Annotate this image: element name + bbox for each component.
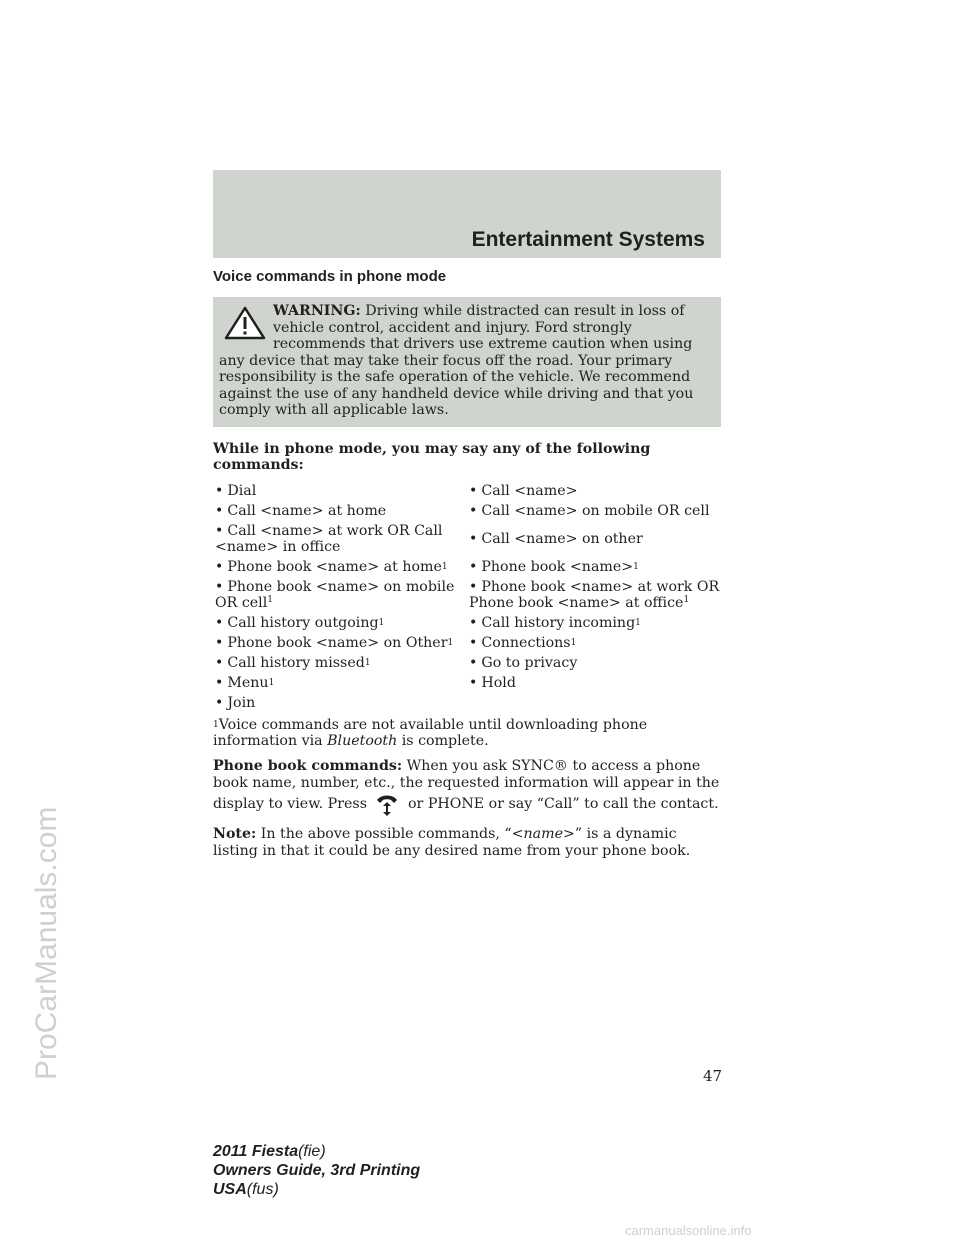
list-item: • Phone book <name> on Other 1 (215, 634, 454, 651)
page-number: 47 (703, 1067, 723, 1085)
list-item: • Connections 1 (469, 634, 577, 651)
warning-box (213, 297, 721, 427)
list-item: • Dial (215, 482, 257, 499)
list-item: • Call <name> on other (469, 530, 643, 547)
list-item: • Call history missed 1 (215, 654, 371, 671)
note-label: Note: (213, 825, 257, 842)
commands-list (213, 483, 721, 711)
warning-label: WARNING: (273, 303, 361, 319)
side-watermark: ProCarManuals.com (30, 806, 63, 1080)
phone-icon (375, 792, 399, 818)
section-title: Voice commands in phone mode (213, 268, 447, 285)
footnote: $^1$Voice commands are not available until downloading phone information via Bluetooth is complete. (213, 716, 648, 749)
list-item: • Call <name> (469, 482, 578, 499)
list-item: • Call <name> on mobile OR cell (469, 502, 710, 519)
list-item: • Call history outgoing 1 (215, 614, 385, 631)
page-content (213, 268, 721, 860)
list-item: • Call <name> at home (215, 502, 387, 519)
list-item: • Join (215, 694, 256, 711)
commands-intro: While in phone mode, you may say any of the following commands: (213, 440, 651, 473)
list-item: • Call <name> at work OR Call <name> in office (215, 522, 443, 555)
imprint: 2011 Fiesta(fie) Owners Guide, 3rd Printing USA(fus) (213, 1143, 421, 1198)
bottom-watermark: carmanualsonline.info (625, 1223, 752, 1238)
warning-triangle-icon (223, 305, 267, 341)
list-item: • Go to privacy (469, 654, 578, 671)
list-item: • Phone book <name> on mobile OR cell$^1$ (215, 578, 455, 611)
phonebook-paragraph: Phone book commands: When you ask SYNC® to access a phone book name, number, etc., the requested information will appear in the display to view. Press or PHONE or say “Call” to call the contact. (213, 758, 721, 818)
list-item: • Phone book <name> at home 1 (215, 558, 448, 575)
note-paragraph: Note: In the above possible commands, “<name>” is a dynamic listing in that it could be any desired name from your phone book. (213, 825, 691, 859)
list-item: • Phone book <name> at work OR Phone book <name> at office$^1$ (469, 578, 720, 611)
warning-text: Driving while distracted can result in loss of vehicle control, accident and injury. Ford strongly recommends that drivers use extreme caution when using any device that may take their focus off the road. Your primary responsibility is the safe operation of the vehicle. We recommend against the use of any handheld device while driving and that you comply with all applicable laws. (219, 303, 694, 418)
section-header-title: Entertainment Systems (471, 228, 705, 251)
list-item: • Call history incoming 1 (469, 614, 641, 631)
phonebook-label: Phone book commands: (213, 757, 403, 774)
list-item: • Hold (469, 674, 516, 691)
section-header-band (213, 170, 721, 258)
list-item: • Menu 1 (215, 674, 275, 691)
list-item: • Phone book <name> 1 (469, 558, 639, 575)
